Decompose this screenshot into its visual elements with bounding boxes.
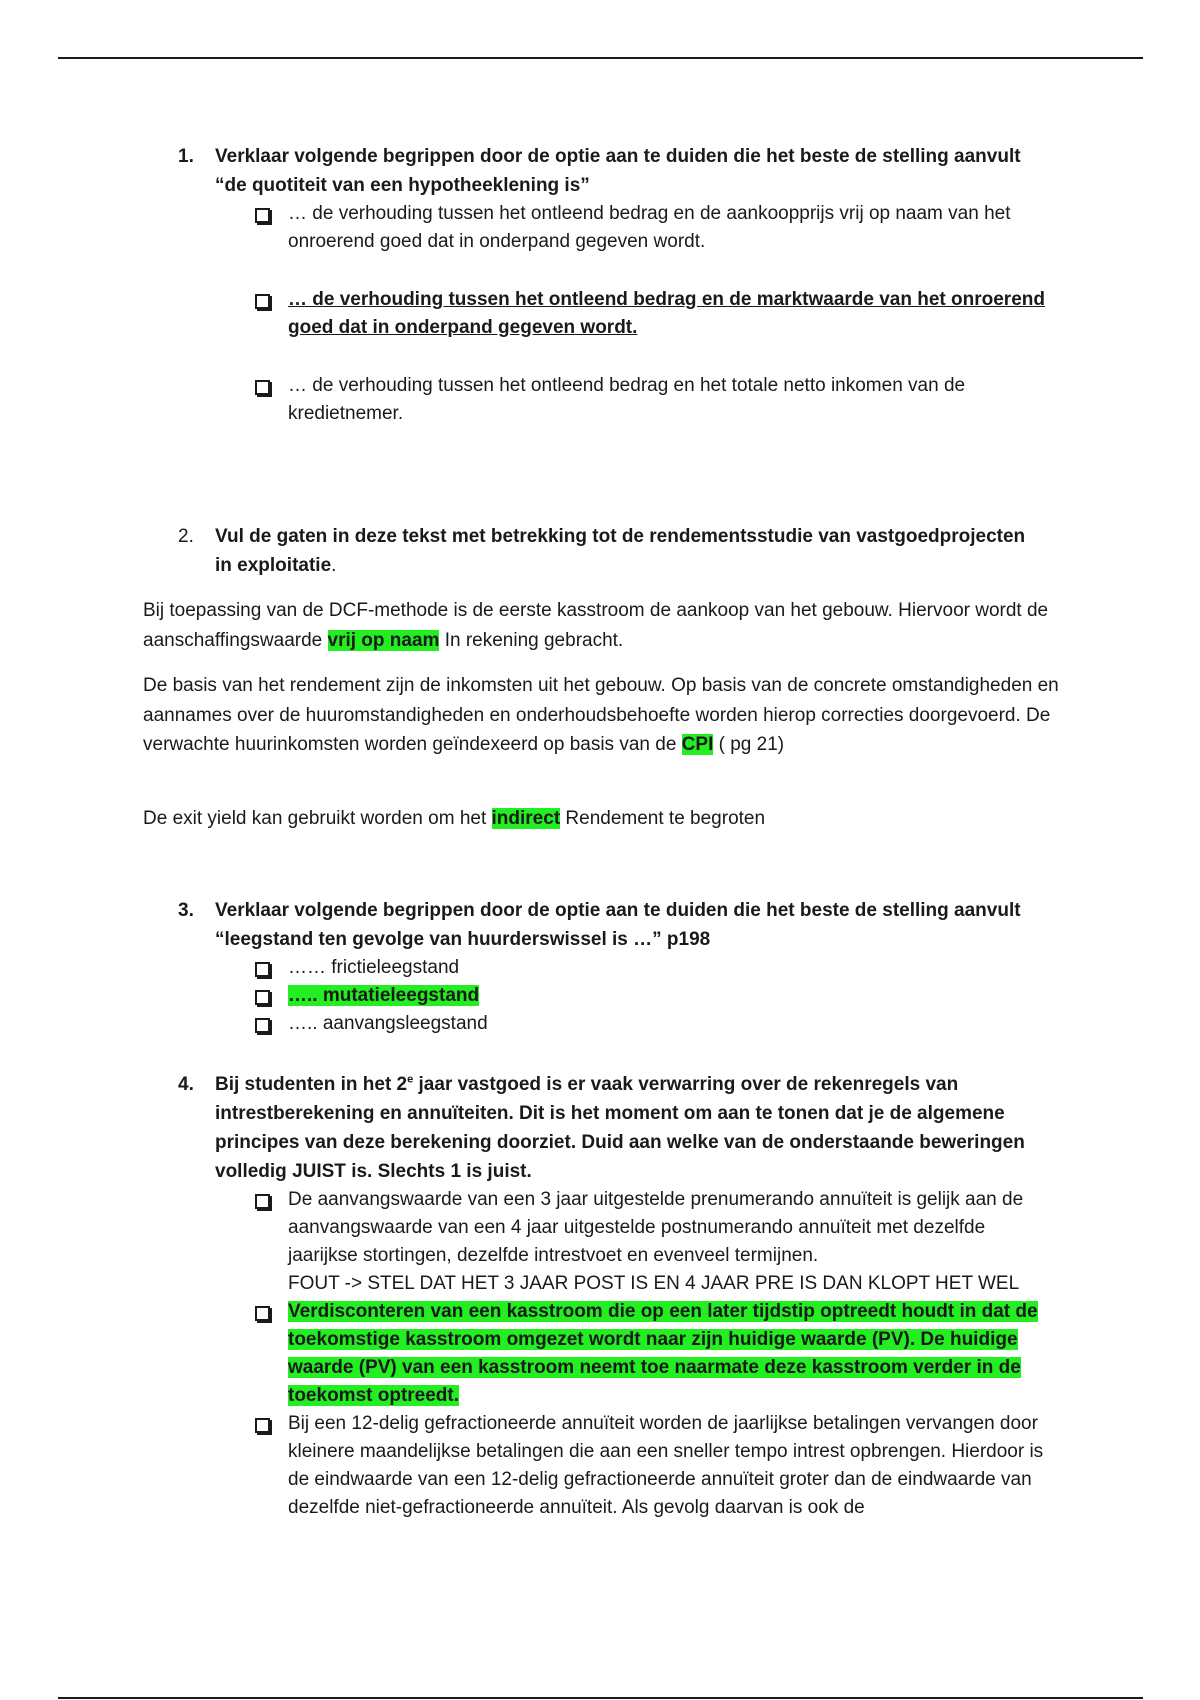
question-3	[0, 896, 1200, 1038]
checkbox-icon[interactable]	[255, 294, 270, 309]
question-1-option-2[interactable]	[0, 286, 1058, 342]
option-text: De aanvangswaarde van een 3 jaar uitgestelde prenumerando annuïteit is gelijk aan de aanvangswaarde van een 4 jaar uitgestelde postnumerando annuïteit met dezelfde jaarijkse stortingen, dezelfde intrestvoet en evenveel termijnen.	[288, 1189, 1024, 1266]
question-1-title	[0, 142, 1045, 200]
question-2-number: 2.	[178, 526, 194, 547]
question-2-title-end: .	[331, 555, 337, 576]
question-2-paragraph-3	[143, 804, 1073, 834]
top-rule	[58, 57, 1143, 59]
answer-vrij-op-naam: vrij op naam	[327, 629, 440, 651]
question-4-title-text: Bij studenten in het 2	[215, 1074, 408, 1095]
checkbox-icon[interactable]	[255, 1418, 270, 1433]
paragraph-text: Rendement te begroten	[560, 808, 766, 829]
question-4-option-1[interactable]	[0, 1186, 1058, 1298]
answer-cpi: CPI	[681, 734, 714, 755]
question-4-title	[0, 1070, 1055, 1186]
checkbox-icon[interactable]	[255, 990, 270, 1005]
option-text: … de verhouding tussen het ontleend bedrag en de aankoopprijs vrij op naam van het onroerend goed dat in onderpand gegeven wordt.	[288, 203, 1011, 252]
question-3-title	[0, 896, 1045, 954]
option-note: FOUT -> STEL DAT HET 3 JAAR POST IS EN 4 JAAR PRE IS DAN KLOPT HET WEL	[288, 1273, 1020, 1294]
question-3-title-line2: “leegstand ten gevolge van huurderswissel is …” p198	[215, 929, 711, 950]
checkbox-icon[interactable]	[255, 1018, 270, 1033]
question-4-number: 4.	[178, 1074, 194, 1095]
paragraph-text: ( pg 21)	[713, 734, 785, 755]
question-1-option-1[interactable]	[0, 200, 1058, 256]
option-text: Bij een 12-delig gefractioneerde annuïteit worden de jaarlijkse betalingen vervangen door kleinere maandelijkse betalingen die aan een sneller tempo intrest opbrengen. Hierdoor is de eindwaarde van een 12-delig gefractioneerde annuïteit groter dan de eindwaarde van dezelfde niet-gefractioneerde annuïteit. Als gevolg daarvan is ook de	[288, 1413, 1044, 1518]
question-4-option-3[interactable]	[0, 1410, 1058, 1522]
checkbox-icon[interactable]	[255, 962, 270, 977]
question-2-title	[0, 522, 1045, 580]
checkbox-icon[interactable]	[255, 208, 270, 223]
option-text-correct: … de verhouding tussen het ontleend bedrag en de marktwaarde van het onroerend goed dat in onderpand gegeven wordt.	[288, 289, 1045, 338]
option-text-correct: ….. mutatieleegstand	[288, 985, 480, 1006]
question-1	[0, 142, 1200, 428]
paragraph-text: Bij toepassing van de DCF-methode is de eerste kasstroom de aankoop van het gebouw. Hiervoor wordt de aanschaffingswaarde	[143, 600, 1049, 651]
option-text: … de verhouding tussen het ontleend bedrag en het totale netto inkomen van de kredietnemer.	[288, 375, 966, 424]
question-4	[0, 1070, 1200, 1522]
paragraph-text: De basis van het rendement zijn de inkomsten uit het gebouw. Op basis van de concrete omstandigheden en aannames over de huuromstandigheden en onderhoudsbehoefte worden hierop correcties doorgevoerd. De verwachte huurinkomsten worden geïndexeerd op basis van de	[143, 675, 1059, 755]
answer-indirect: indirect	[491, 808, 561, 829]
question-2-paragraph-2	[143, 671, 1073, 760]
question-3-title-line1: Verklaar volgende begrippen door de optie aan te duiden die het beste de stelling aanvult	[215, 900, 1021, 921]
question-4-title-text-cont: jaar vastgoed is er vaak verwarring over de rekenregels van intrestberekening en annuïteiten. Dit is het moment om aan te tonen dat je de algemene principes van deze berekening doorziet. Duid aan welke van de onderstaande beweringen volledig JUIST is. Slechts 1 is juist.	[215, 1074, 1025, 1182]
question-1-title-line2: “de quotiteit van een hypotheeklening is”	[215, 175, 590, 196]
question-3-option-1[interactable]	[0, 954, 1058, 982]
question-3-option-3[interactable]	[0, 1010, 1058, 1038]
question-3-option-2[interactable]	[0, 982, 1058, 1010]
checkbox-icon[interactable]	[255, 1306, 270, 1321]
question-1-title-line1: Verklaar volgende begrippen door de optie aan te duiden die het beste de stelling aanvult	[215, 146, 1021, 167]
checkbox-icon[interactable]	[255, 380, 270, 395]
option-text: ….. aanvangsleegstand	[288, 1013, 488, 1034]
question-3-number: 3.	[178, 900, 194, 921]
option-text-correct: Verdisconteren van een kasstroom die op een later tijdstip optreedt houdt in dat de toekomstige kasstroom omgezet wordt naar zijn huidige waarde (PV). De huidige waarde (PV) van een kasstroom neemt toe naarmate deze kasstroom verder in de toekomst optreedt.	[288, 1301, 1038, 1406]
question-4-option-2[interactable]	[0, 1298, 1058, 1410]
question-1-number: 1.	[178, 146, 194, 167]
superscript: e	[407, 1073, 414, 1086]
question-2-paragraph-1	[143, 596, 1073, 655]
bottom-rule	[58, 1697, 1143, 1699]
paragraph-text: De exit yield kan gebruikt worden om het	[143, 808, 492, 829]
question-2-title-text: Vul de gaten in deze tekst met betrekking tot de rendementsstudie van vastgoedprojecten in exploitatie	[215, 526, 1026, 576]
option-text: …… frictieleegstand	[288, 957, 460, 978]
paragraph-text: In rekening gebracht.	[439, 629, 624, 651]
question-1-option-3[interactable]	[0, 372, 1058, 428]
checkbox-icon[interactable]	[255, 1194, 270, 1209]
question-2	[0, 522, 1200, 580]
